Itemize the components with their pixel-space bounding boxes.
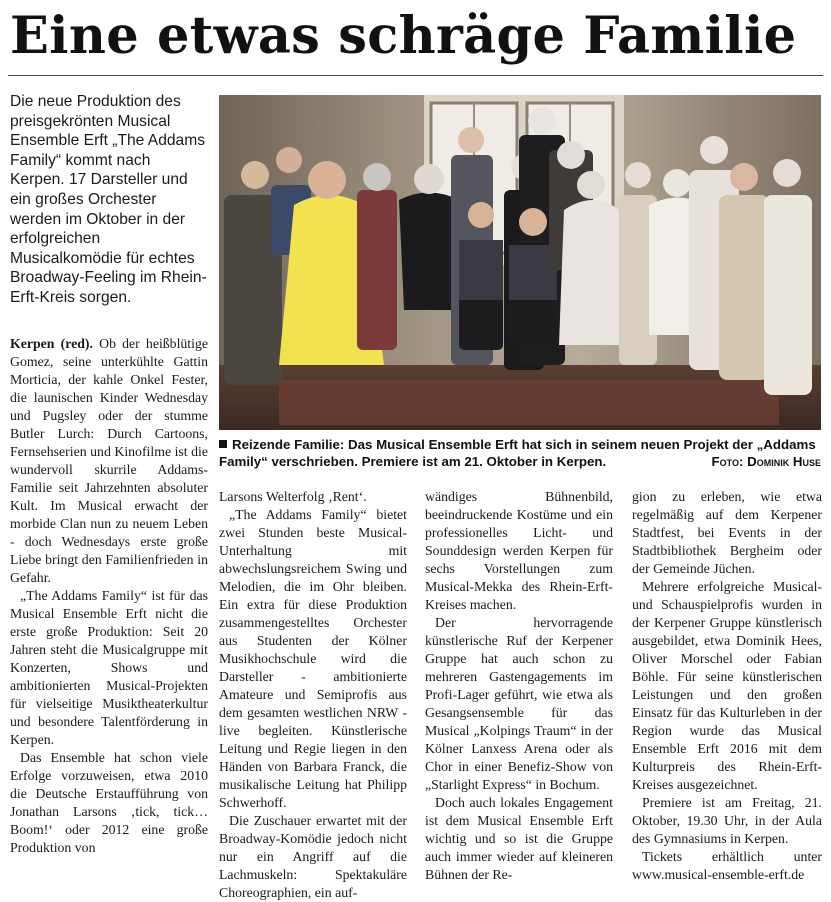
article-paragraph: Mehrere erfolgreiche Musical- und Schauspielprofis wurden in der Kerpener Gruppe künstlerisch ausgebildet, etwa Dominik Hees, Oliver Morschel oder Fabian Böhle. Für seine künstlerischen Leistungen und den großen Einsatz für das Kulturleben in der Region wurde das Musical Ensemble Erft 2016 mit dem Kulturpreis des Rhein-Erft-Kreises ausgezeichnet. (632, 579, 822, 792)
article-paragraph: „The Addams Family“ ist für das Musical Ensemble Erft nicht die erste große Produktion: Seit 20 Jahren steht die Musicalgruppe mit Konzerten, Shows und ambitionierten Musical-Projekten für vielseitige Musiktheaterkultur und besondere Talentförderung in Kerpen. (10, 588, 208, 747)
article-paragraph: wändiges Bühnenbild, beeindruckende Kostüme und ein professionelles Licht- und Sounddesign werden Kerpen für sechs Vorstellungen zum Musical-Mekka des Rhein-Erft-Kreises machen. (425, 489, 613, 612)
caption-bullet (219, 440, 227, 448)
article-photo (219, 95, 821, 430)
article-paragraph: Der hervorragende künstlerische Ruf der Kerpener Gruppe hat auch schon zu mehreren Gastengagements im Profi-Lager geführt, wie etwa als Gesangsensemble für das Musical „Kolpings Traum“ in der Kölner Lanxess Arena oder als Chor in einer Benefiz-Show von „Starlight Express“ in Bochum. (425, 615, 613, 792)
article-paragraph: Doch auch lokales Engagement ist dem Musical Ensemble Erft wichtig und so ist die Gruppe auch immer wieder auf kleineren Bühnen der Re- (425, 795, 613, 882)
caption-text: Reizende Familie: Das Musical Ensemble Erft hat sich in seinem neuen Projekt der „Addams Family“ verschrieben. Premiere ist am 21. Oktober in Kerpen. (219, 437, 816, 469)
article-column-3 (425, 488, 613, 884)
dateline: Kerpen (red). (10, 336, 93, 351)
headline: Eine etwas schräge Familie (10, 6, 797, 66)
article-paragraph: Die Zuschauer erwartet mit der Broadway-Komödie jedoch nicht nur ein Angriff auf die Lachmuskeln: Spektakuläre Choreographien, ein auf- (219, 813, 407, 900)
article-paragraph: Premiere ist am Freitag, 21. Oktober, 19.30 Uhr, in der Aula des Gymnasiums in Kerpen. (632, 795, 822, 846)
article-paragraph: Tickets erhältlich unter www.musical-ensemble-erft.de (632, 849, 822, 882)
article-paragraph: Das Ensemble hat schon viele Erfolge vorzuweisen, etwa 2010 die Deutsche Erstaufführung von Jonathan Larsons ‚tick, tick…Boom!‘ oder 2012 eine große Produktion von (10, 750, 208, 855)
photo-caption (219, 436, 821, 470)
photo-credit: Foto: Dominik Huse (711, 454, 821, 469)
paragraph-text: Ob der heißblütige Gomez, seine unterkühlte Gattin Morticia, der kahle Onkel Fester, die launischen Kinder Wednesday und Pugsley oder der stumme Butler Lurch: Durch Cartoons, Fernsehserien und Kinofilme ist die wundervoll skurrile Addams-Familie seit Jahrzehnten absoluter Kult. Im Musical erwacht der morbide Clan nun zu neuem Leben - doch Wednesdays erste große Liebe bringt den Familienfrieden in Gefahr. (10, 336, 208, 585)
article-column-4 (632, 488, 822, 884)
headline-rule (8, 75, 823, 76)
article-paragraph (10, 335, 208, 587)
lead-paragraph: Die neue Produktion des preisgekrönten Musical Ensemble Erft „The Addams Family“ kommt nach Kerpen. 17 Darsteller und ein großes Orchester werden im Oktober in der erfolgreichen Musicalkomödie für echtes Broadway-Feeling im Rhein-Erft-Kreis sorgen. (10, 93, 207, 306)
article-paragraph: „The Addams Family“ bietet zwei Stunden beste Musical-Unterhaltung mit abwechslungsreichem Swing und Melodien, die im Ohr bleiben. Ein extra für diese Produktion zusammengestelltes Orchester aus Studenten der Kölner Musikhochschule wird die Darsteller - ambitionierte Amateure und Semiprofis aus dem gesamten westlichen NRW - live begleiten. Künstlerische Leitung und Regie liegen in den Händen von Barbara Franck, die musikalische Leitung hat Philipp Schwerhoff. (219, 507, 407, 810)
article-paragraph: Larsons Welterfolg ‚Rent‘. (219, 489, 367, 504)
article-column-2 (219, 488, 407, 902)
article-paragraph: gion zu erleben, wie etwa regelmäßig auf dem Kerpener Stadtfest, bei Events in der Stadtbibliothek Bergheim oder der Gemeinde Jüchen. (632, 489, 822, 576)
cast-group-photo (219, 95, 821, 430)
article-column-1 (10, 335, 208, 857)
